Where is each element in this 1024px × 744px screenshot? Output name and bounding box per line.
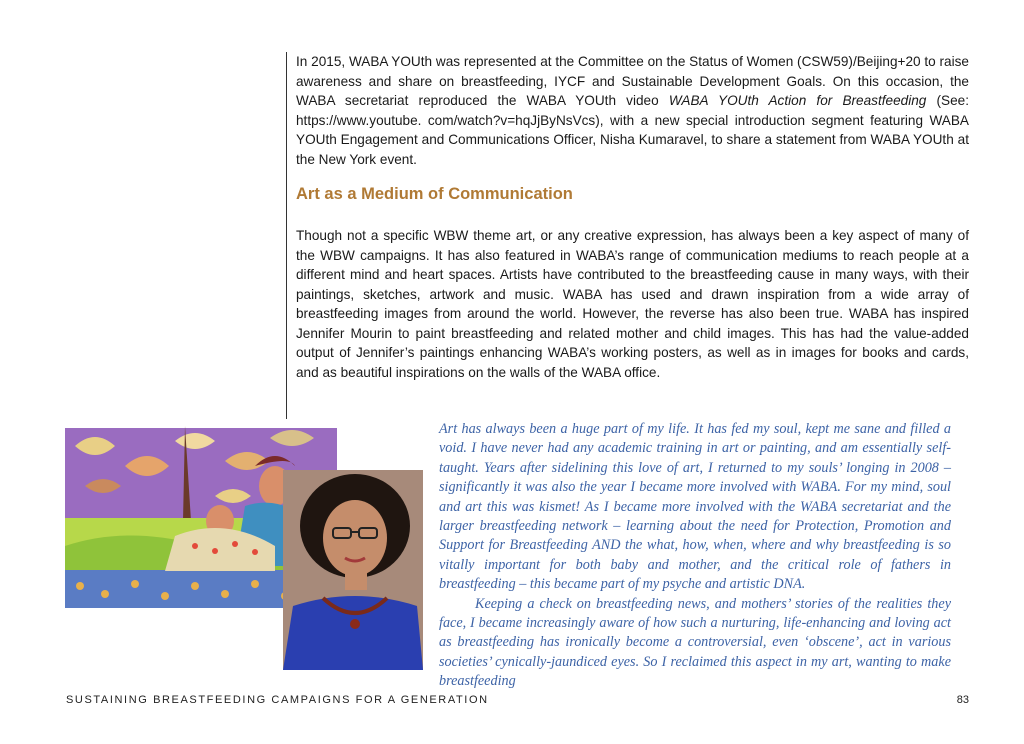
paragraph-art-medium: Though not a specific WBW theme art, or any creative expression, has always been a key aspect of many of the WBW campaigns. It has also featured in WABA’s range of communication mediums to reach people at a different mind and heart spaces. Artists have contributed to the breastfeeding cause in many ways, with their paintings, sketches, artwork and music. WABA has used and drawn inspiration from a wide array of breastfeeding images from around the world. However, the reverse has also been true. WABA has inspired Jennifer Mourin to paint breastfeeding and related mother and child images. This has had the value-added output of Jennifer’s paintings enhancing WABA’s working posters, as well as in images for books and cards, and as beautiful inspirations on the walls of the WABA office. — [296, 228, 969, 380]
column-divider-line — [286, 52, 287, 419]
artist-quote — [439, 420, 951, 692]
page-number: 83 — [956, 694, 969, 706]
paragraph-csw59 — [296, 52, 969, 169]
running-footer-title: SUSTAINING BREASTFEEDING CAMPAIGNS FOR A GENERATION — [66, 694, 489, 706]
quote-paragraph-1: Art has always been a huge part of my life. It has fed my soul, kept me sane and filled a void. I have never had any academic training in art or painting, and am essentially self-taught. Years after sidelining this love of art, I returned to my souls’ longing in 2008 – significantly it was also the year I became more involved with WABA. For my mind, soul and art this was kismet! As I became more involved with the WABA secretariat and the larger breastfeeding network – learning about the need for Protection, Promotion and Support for Breastfeeding AND the what, how, when, where and why breastfeeding is so vitally important for both baby and mother, and the critical role of fathers in breastfeeding – this became part of my psyche and artistic DNA. — [439, 421, 951, 593]
paragraph-csw59-text-a: In 2015, WABA YOUth was represented at the Committee on the Status of Women (CSW59)/Beijing+20 to raise awareness and share on breastfeeding, IYCF and Sustainable Development Goals. On this occasion, the WABA secretariat reproduced the WABA YOUth video — [296, 54, 969, 108]
paragraph-csw59-text-b: (See: https://www.youtube. com/watch?v=hqJjByNsVcs), with a new special introduction segment featuring WABA YOUth Engagement and Communications Officer, Nisha Kumaravel, to share a statement from WABA YOUth at the New York event. — [296, 93, 969, 167]
artwork-and-artist-photo — [65, 426, 423, 670]
quote-paragraph-2: Keeping a check on breastfeeding news, and mothers’ stories of the realities they face, I became increasingly aware of how such a nurturing, life-enhancing and loving act as breastfeeding has ironically become a controversial, even ‘obscene’, act in various societies’ cynically-jaundiced eyes. So I reclaimed this aspect in my art, wanting to make breastfeeding — [439, 595, 951, 690]
section-heading: Art as a Medium of Communication — [296, 185, 573, 203]
artist-portrait-photo — [283, 470, 423, 670]
video-title-italic: WABA YOUth Action for Breastfeeding — [668, 93, 927, 108]
